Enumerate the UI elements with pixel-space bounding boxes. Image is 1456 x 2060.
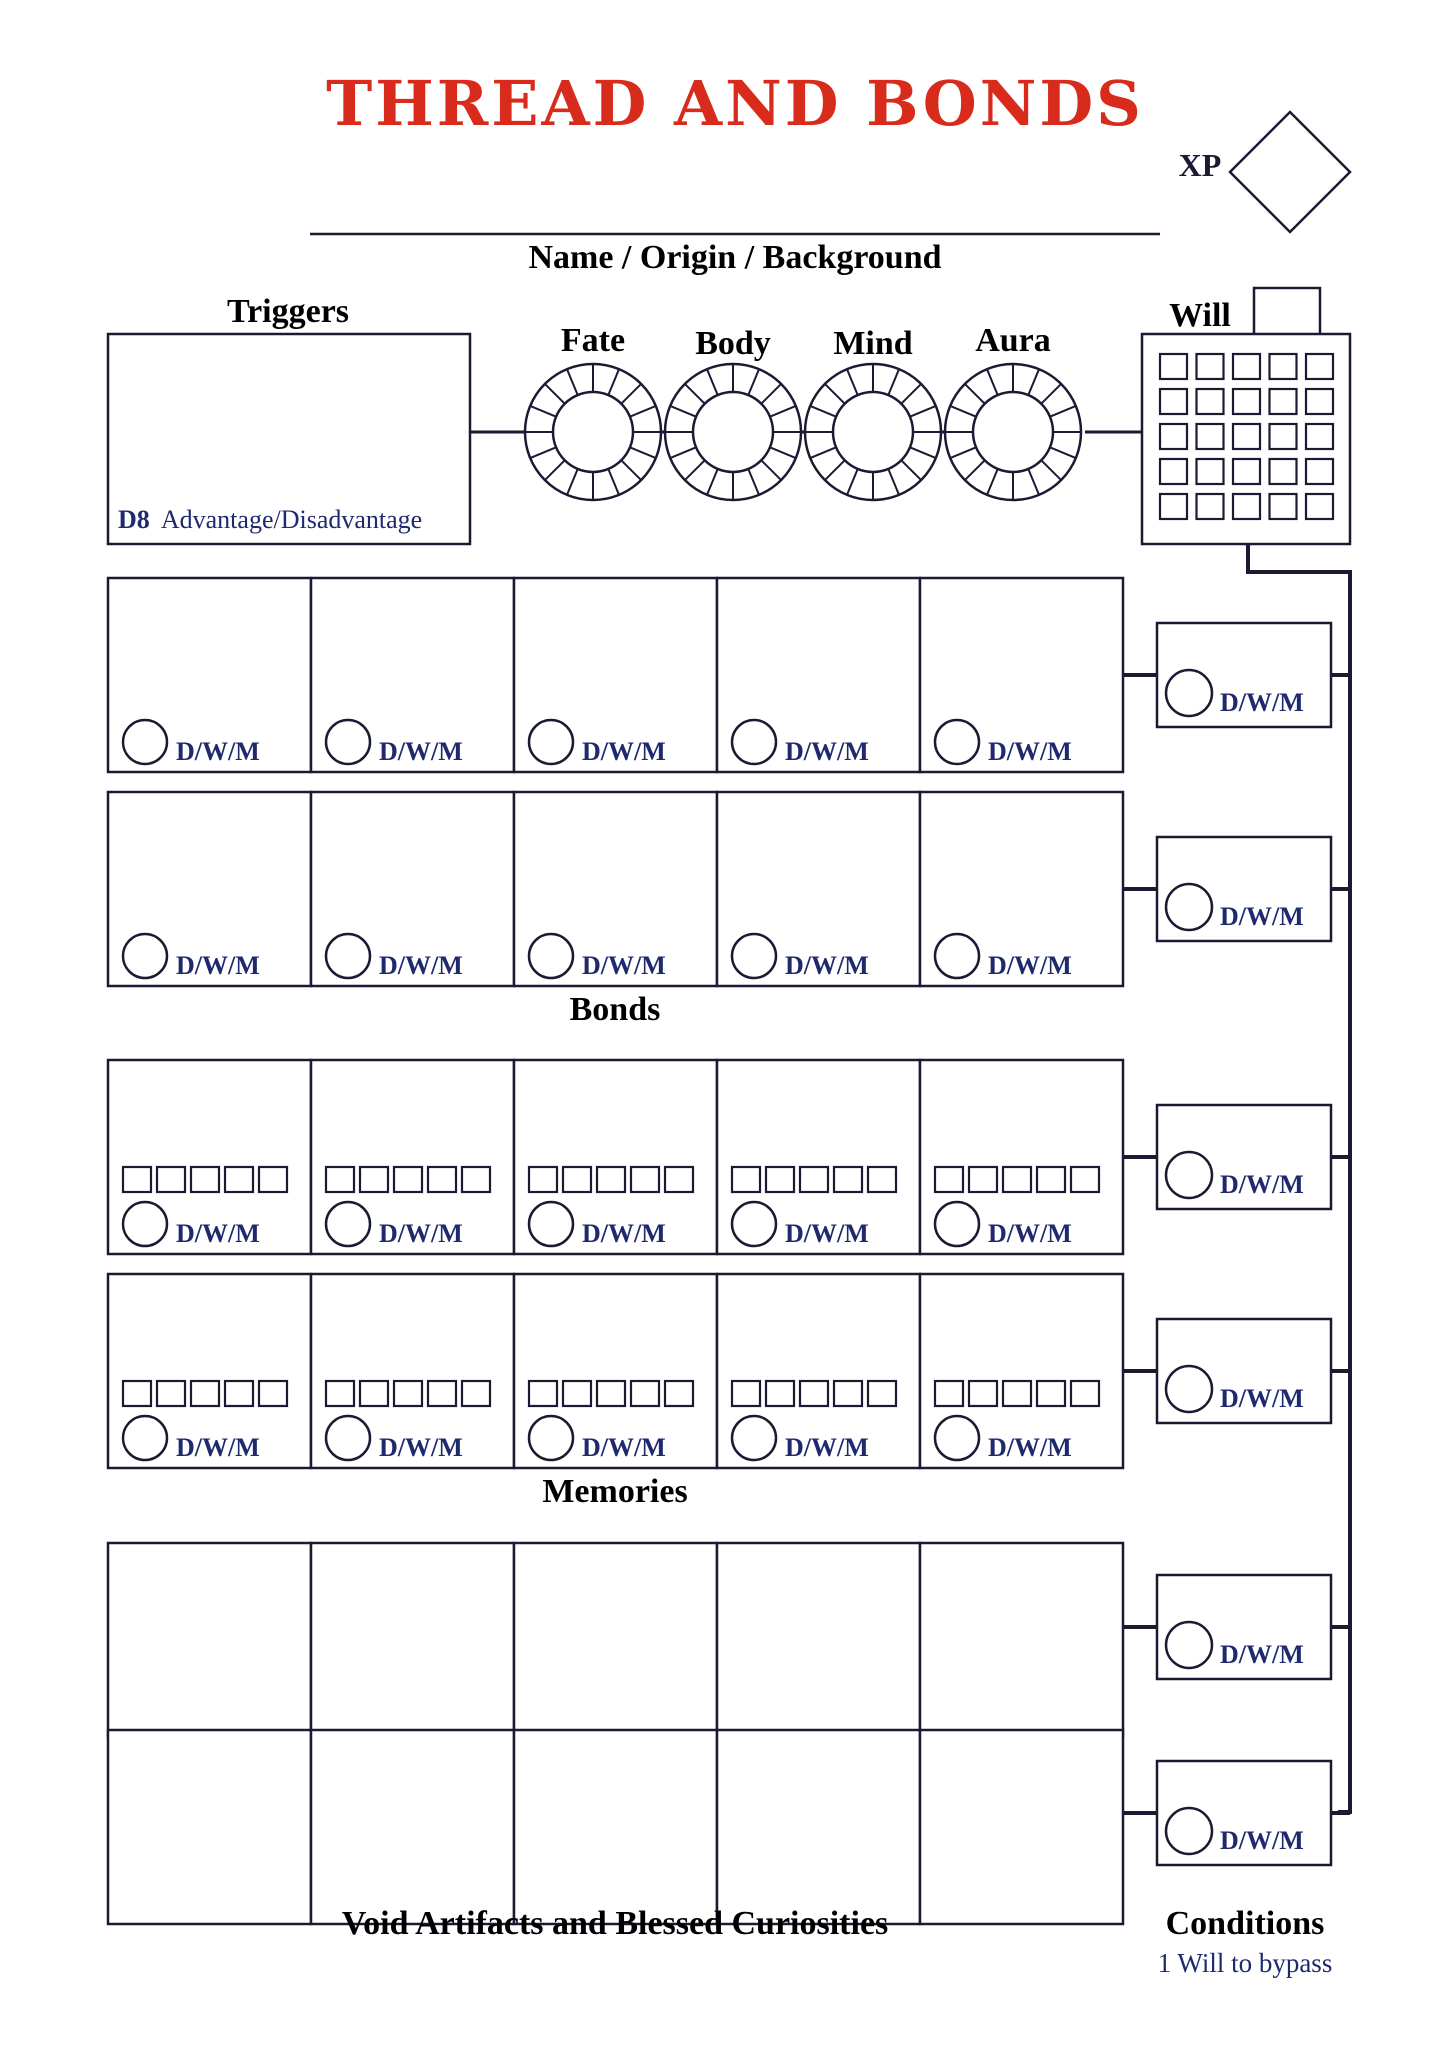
memory-checkbox[interactable] <box>1071 1381 1099 1406</box>
conditions-label: Conditions <box>1165 1905 1325 1942</box>
memory-checkbox[interactable] <box>462 1381 490 1406</box>
artifact-cell-box[interactable] <box>514 1543 717 1737</box>
memory-checkbox[interactable] <box>123 1167 151 1192</box>
memory-checkbox[interactable] <box>360 1167 388 1192</box>
dwm-circle[interactable] <box>732 934 776 978</box>
artifact-cell-box[interactable] <box>108 1543 311 1737</box>
stat-dial-center[interactable] <box>693 392 773 472</box>
artifact-cell[interactable] <box>920 1730 1123 1924</box>
bond-cell[interactable] <box>920 578 1123 772</box>
memory-cell[interactable] <box>514 1274 717 1468</box>
stat-dial-fate[interactable] <box>525 364 661 500</box>
memory-checkbox[interactable] <box>428 1381 456 1406</box>
will-checkbox[interactable] <box>1270 459 1297 484</box>
will-checkbox[interactable] <box>1160 459 1187 484</box>
dwm-circle[interactable] <box>732 1202 776 1246</box>
condition-box[interactable] <box>1123 1105 1350 1209</box>
will-checkbox[interactable] <box>1197 424 1224 449</box>
dwm-label: D/W/M <box>176 951 260 980</box>
artifact-cell[interactable] <box>108 1543 311 1737</box>
bond-cell[interactable] <box>514 578 717 772</box>
memory-checkbox[interactable] <box>529 1167 557 1192</box>
triggers-label: Triggers <box>226 293 350 330</box>
memory-checkbox[interactable] <box>969 1167 997 1192</box>
bond-cell[interactable] <box>108 792 311 986</box>
sheet-title: THREAD AND BONDS <box>326 67 1144 140</box>
dwm-label: D/W/M <box>988 951 1072 980</box>
artifact-cell-box[interactable] <box>514 1730 717 1924</box>
memory-checkbox[interactable] <box>597 1381 625 1406</box>
memory-checkbox[interactable] <box>225 1167 253 1192</box>
memory-checkbox[interactable] <box>631 1381 659 1406</box>
bond-row <box>108 792 1350 986</box>
dwm-label: D/W/M <box>379 1219 463 1248</box>
artifact-cell-box[interactable] <box>920 1730 1123 1924</box>
memory-checkbox[interactable] <box>1037 1381 1065 1406</box>
artifact-row <box>108 1543 1350 1737</box>
will-checkbox[interactable] <box>1306 459 1333 484</box>
will-checkbox[interactable] <box>1160 494 1187 519</box>
stat-dials <box>525 364 1081 500</box>
stat-label-fate: Fate <box>560 322 626 359</box>
advantage-label: Advantage/Disadvantage <box>160 505 423 534</box>
bond-cell[interactable] <box>311 578 514 772</box>
bond-cell[interactable] <box>514 792 717 986</box>
memory-checkbox[interactable] <box>732 1381 760 1406</box>
will-checkbox[interactable] <box>1306 424 1333 449</box>
memory-cell[interactable] <box>920 1060 1123 1254</box>
memory-checkbox[interactable] <box>800 1167 828 1192</box>
will-grid <box>1160 354 1333 519</box>
dwm-circle[interactable] <box>326 1416 370 1460</box>
dwm-label: D/W/M <box>582 951 666 980</box>
dwm-circle[interactable] <box>529 720 573 764</box>
will-checkbox[interactable] <box>1270 389 1297 414</box>
stat-label-mind: Mind <box>833 325 913 362</box>
memory-checkbox[interactable] <box>123 1381 151 1406</box>
memory-cell[interactable] <box>108 1274 311 1468</box>
dwm-circle[interactable] <box>935 720 979 764</box>
condition-box[interactable] <box>1123 1761 1350 1865</box>
dwm-circle[interactable] <box>529 1202 573 1246</box>
memory-checkbox[interactable] <box>529 1381 557 1406</box>
memory-checkbox[interactable] <box>326 1381 354 1406</box>
memory-checkbox[interactable] <box>766 1381 794 1406</box>
dwm-label: D/W/M <box>988 737 1072 766</box>
stat-dial-center[interactable] <box>973 392 1053 472</box>
stat-dial-center[interactable] <box>833 392 913 472</box>
will-checkbox[interactable] <box>1197 459 1224 484</box>
memory-checkbox[interactable] <box>191 1381 219 1406</box>
will-checkbox[interactable] <box>1270 494 1297 519</box>
artifact-cell[interactable] <box>311 1543 514 1737</box>
dwm-label: D/W/M <box>1220 1640 1304 1669</box>
dwm-circle[interactable] <box>1166 1808 1212 1854</box>
conditions-note: 1 Will to bypass <box>1157 1948 1333 1978</box>
dwm-circle[interactable] <box>326 934 370 978</box>
will-label: Will <box>1169 297 1231 334</box>
artifact-row <box>108 1730 1350 1924</box>
memory-checkbox[interactable] <box>157 1381 185 1406</box>
memory-checkbox[interactable] <box>868 1381 896 1406</box>
bond-row <box>108 578 1350 772</box>
d8-label: D8 <box>118 505 150 534</box>
dwm-label: D/W/M <box>582 1433 666 1462</box>
memory-checkbox[interactable] <box>394 1167 422 1192</box>
condition-box[interactable] <box>1123 837 1350 941</box>
dwm-circle[interactable] <box>935 934 979 978</box>
stat-label-aura: Aura <box>975 322 1051 359</box>
dwm-label: D/W/M <box>988 1433 1072 1462</box>
memory-cell[interactable] <box>717 1274 920 1468</box>
memory-checkbox[interactable] <box>935 1167 963 1192</box>
artifact-cell-box[interactable] <box>108 1730 311 1924</box>
dwm-circle[interactable] <box>529 934 573 978</box>
artifact-cell[interactable] <box>311 1730 514 1924</box>
will-checkbox[interactable] <box>1233 494 1260 519</box>
memory-checkbox[interactable] <box>766 1167 794 1192</box>
memory-cell[interactable] <box>717 1060 920 1254</box>
will-checkbox[interactable] <box>1160 389 1187 414</box>
artifact-cell[interactable] <box>717 1543 920 1737</box>
artifact-cell[interactable] <box>108 1730 311 1924</box>
dwm-label: D/W/M <box>379 951 463 980</box>
memory-checkbox[interactable] <box>259 1381 287 1406</box>
main-grids <box>108 578 1350 1924</box>
will-checkbox[interactable] <box>1197 389 1224 414</box>
memory-checkbox[interactable] <box>868 1167 896 1192</box>
memory-row <box>108 1274 1350 1468</box>
will-checkbox[interactable] <box>1233 424 1260 449</box>
will-checkbox[interactable] <box>1197 354 1224 379</box>
artifact-cell[interactable] <box>717 1730 920 1924</box>
memory-row <box>108 1060 1350 1254</box>
dwm-circle[interactable] <box>732 720 776 764</box>
dwm-circle[interactable] <box>326 720 370 764</box>
xp-label: XP <box>1178 147 1222 183</box>
dwm-label: D/W/M <box>988 1219 1072 1248</box>
memory-checkbox[interactable] <box>225 1381 253 1406</box>
condition-box[interactable] <box>1123 1575 1350 1679</box>
memory-checkbox[interactable] <box>326 1167 354 1192</box>
dwm-circle[interactable] <box>1166 1152 1212 1198</box>
memory-checkbox[interactable] <box>157 1167 185 1192</box>
dwm-label: D/W/M <box>785 1219 869 1248</box>
dwm-circle[interactable] <box>935 1416 979 1460</box>
dwm-circle[interactable] <box>123 934 167 978</box>
artifact-cell-box[interactable] <box>717 1730 920 1924</box>
memory-cell[interactable] <box>311 1060 514 1254</box>
memory-cell[interactable] <box>108 1060 311 1254</box>
memory-checkbox[interactable] <box>834 1167 862 1192</box>
will-checkbox[interactable] <box>1306 389 1333 414</box>
memory-checkbox[interactable] <box>1003 1381 1031 1406</box>
stat-dial-body[interactable] <box>665 364 801 500</box>
memory-checkbox[interactable] <box>631 1167 659 1192</box>
memory-checkbox[interactable] <box>800 1381 828 1406</box>
dwm-label: D/W/M <box>582 737 666 766</box>
memory-checkbox[interactable] <box>969 1381 997 1406</box>
artifact-cell-box[interactable] <box>920 1543 1123 1737</box>
memory-checkbox[interactable] <box>428 1167 456 1192</box>
name-origin-background-label: Name / Origin / Background <box>528 239 942 276</box>
dwm-label: D/W/M <box>1220 688 1304 717</box>
artifact-cell-box[interactable] <box>311 1730 514 1924</box>
memory-checkbox[interactable] <box>360 1381 388 1406</box>
will-checkbox[interactable] <box>1270 354 1297 379</box>
memory-cell[interactable] <box>514 1060 717 1254</box>
memory-checkbox[interactable] <box>597 1167 625 1192</box>
memory-checkbox[interactable] <box>732 1167 760 1192</box>
artifact-cell[interactable] <box>920 1543 1123 1737</box>
dwm-label: D/W/M <box>1220 1170 1304 1199</box>
dwm-circle[interactable] <box>935 1202 979 1246</box>
dwm-circle[interactable] <box>529 1416 573 1460</box>
condition-box[interactable] <box>1123 623 1350 727</box>
dwm-circle[interactable] <box>1166 1366 1212 1412</box>
artifact-cell[interactable] <box>514 1730 717 1924</box>
will-checkbox[interactable] <box>1233 389 1260 414</box>
dwm-circle[interactable] <box>326 1202 370 1246</box>
bond-cell[interactable] <box>920 792 1123 986</box>
dwm-label: D/W/M <box>785 951 869 980</box>
memory-checkbox[interactable] <box>1037 1167 1065 1192</box>
dwm-circle[interactable] <box>1166 884 1212 930</box>
memory-checkbox[interactable] <box>462 1167 490 1192</box>
memory-checkbox[interactable] <box>935 1381 963 1406</box>
bond-cell[interactable] <box>717 792 920 986</box>
stat-label-body: Body <box>695 325 771 362</box>
will-checkbox[interactable] <box>1233 459 1260 484</box>
bond-cell[interactable] <box>311 792 514 986</box>
will-checkbox[interactable] <box>1306 494 1333 519</box>
memory-cell[interactable] <box>311 1274 514 1468</box>
dwm-circle[interactable] <box>123 1202 167 1246</box>
bond-cell[interactable] <box>717 578 920 772</box>
dwm-label: D/W/M <box>582 1219 666 1248</box>
will-checkbox[interactable] <box>1233 354 1260 379</box>
condition-box[interactable] <box>1123 1319 1350 1423</box>
dwm-label: D/W/M <box>785 737 869 766</box>
triggers-footer <box>118 505 422 534</box>
dwm-circle[interactable] <box>123 1416 167 1460</box>
dwm-label: D/W/M <box>1220 902 1304 931</box>
dwm-label: D/W/M <box>379 737 463 766</box>
will-checkbox[interactable] <box>1270 424 1297 449</box>
will-checkbox[interactable] <box>1160 354 1187 379</box>
stat-dial-center[interactable] <box>553 392 633 472</box>
memory-checkbox[interactable] <box>259 1167 287 1192</box>
dwm-label: D/W/M <box>176 1219 260 1248</box>
dwm-circle[interactable] <box>123 720 167 764</box>
stat-dial-mind[interactable] <box>805 364 941 500</box>
dwm-label: D/W/M <box>176 737 260 766</box>
memory-checkbox[interactable] <box>1003 1167 1031 1192</box>
will-checkbox[interactable] <box>1306 354 1333 379</box>
memory-checkbox[interactable] <box>665 1167 693 1192</box>
dwm-circle[interactable] <box>732 1416 776 1460</box>
xp-diamond[interactable] <box>1230 112 1350 232</box>
memory-checkbox[interactable] <box>191 1167 219 1192</box>
stat-dial-aura[interactable] <box>945 364 1081 500</box>
memory-cell[interactable] <box>920 1274 1123 1468</box>
dwm-label: D/W/M <box>1220 1826 1304 1855</box>
bonds-label: Bonds <box>569 991 661 1028</box>
memory-checkbox[interactable] <box>563 1167 591 1192</box>
dwm-label: D/W/M <box>785 1433 869 1462</box>
memory-checkbox[interactable] <box>563 1381 591 1406</box>
memory-checkbox[interactable] <box>394 1381 422 1406</box>
memory-checkbox[interactable] <box>834 1381 862 1406</box>
memory-checkbox[interactable] <box>665 1381 693 1406</box>
memories-label: Memories <box>542 1473 688 1510</box>
dwm-label: D/W/M <box>1220 1384 1304 1413</box>
artifact-cell[interactable] <box>514 1543 717 1737</box>
bond-cell[interactable] <box>108 578 311 772</box>
will-checkbox[interactable] <box>1160 424 1187 449</box>
dwm-circle[interactable] <box>1166 670 1212 716</box>
dwm-circle[interactable] <box>1166 1622 1212 1668</box>
will-checkbox[interactable] <box>1197 494 1224 519</box>
memory-checkbox[interactable] <box>1071 1167 1099 1192</box>
dwm-label: D/W/M <box>379 1433 463 1462</box>
artifact-cell-box[interactable] <box>311 1543 514 1737</box>
dwm-label: D/W/M <box>176 1433 260 1462</box>
artifacts-label: Void Artifacts and Blessed Curiosities <box>341 1905 889 1942</box>
artifact-cell-box[interactable] <box>717 1543 920 1737</box>
